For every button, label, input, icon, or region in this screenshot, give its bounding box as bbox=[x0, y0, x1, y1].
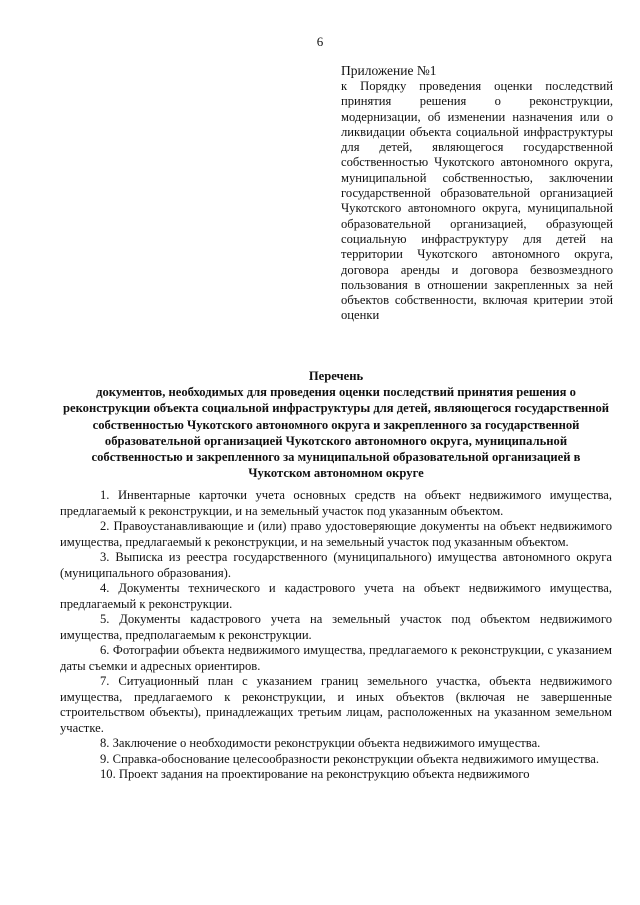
page-number: 6 bbox=[316, 34, 324, 49]
list-item: 9. Справка-обоснование целесообразности реконструкции объекта недвижимого имущества. bbox=[100, 751, 599, 766]
appendix-text: к Порядку проведения оценки последствий принятия решения о реконструкции, модернизации, об изменении назначения или о ликвидации объекта социальной инфраструктуры для детей, являющегося государственной собственностью Чукотского автономного округа, муниципальной собственностью, заключении государственной образовательной организацией Чукотского автономного округа, муниципальной образовательной организацией, образующей социальную инфраструктуру для детей на территории Чукотского автономного округа, договора аренды и договора безвозмездного пользования в отношении закрепленных за ней объектов собственности, включая критерии этой оценки bbox=[341, 79, 613, 323]
list-item: 2. Правоустанавливающие и (или) право удостоверяющие документы на объект недвижимого имущества, предлагаемый к реконструкции, и на земельный участок под указанным объектом. bbox=[60, 519, 612, 549]
document-list bbox=[60, 488, 612, 783]
list-item: 7. Ситуационный план с указанием границ земельного участка, объекта недвижимого имущества, предлагаемого к реконструкции, и иных объектов (включая не завершенные строительством объекты), принадлежащих третьим лицам, расположенных на указанном земельном участке. bbox=[60, 674, 612, 735]
list-item: 6. Фотографии объекта недвижимого имущества, предлагаемого к реконструкции, с указанием даты съемки и адресных ориентиров. bbox=[60, 643, 612, 673]
appendix-block bbox=[341, 62, 613, 324]
heading-body: документов, необходимых для проведения оценки последствий принятия решения о реконструкции объекта социальной инфраструктуры для детей, являющегося государственной собственностью Чукотского автономного округа и закрепленного за государственной образовательной организацией Чукотского автономного округа, муниципальной собственностью и закрепленного за муниципальной образовательной организацией в Чукотском автономном округе bbox=[62, 385, 609, 481]
document-heading bbox=[60, 368, 612, 481]
list-item: 8. Заключение о необходимости реконструкции объекта недвижимого имущества. bbox=[100, 736, 541, 750]
list-item: 1. Инвентарные карточки учета основных средств на объект недвижимого имущества, предлагаемый к реконструкции, и на земельный участок под указанным объектом. bbox=[60, 488, 612, 518]
appendix-title: Приложение №1 bbox=[341, 63, 437, 78]
heading-title: Перечень bbox=[308, 369, 364, 383]
list-item: 4. Документы технического и кадастрового учета на объект недвижимого имущества, предлагаемый к реконструкции. bbox=[60, 581, 612, 611]
list-item: 5. Документы кадастрового учета на земельный участок под объектом недвижимого имущества, предполагаемым к реконструкции. bbox=[60, 612, 612, 642]
list-item: 10. Проект задания на проектирование на реконструкцию объекта недвижимого bbox=[100, 767, 530, 781]
list-item: 3. Выписка из реестра государственного (муниципального) имущества автономного округа (муниципального образования). bbox=[60, 550, 612, 580]
